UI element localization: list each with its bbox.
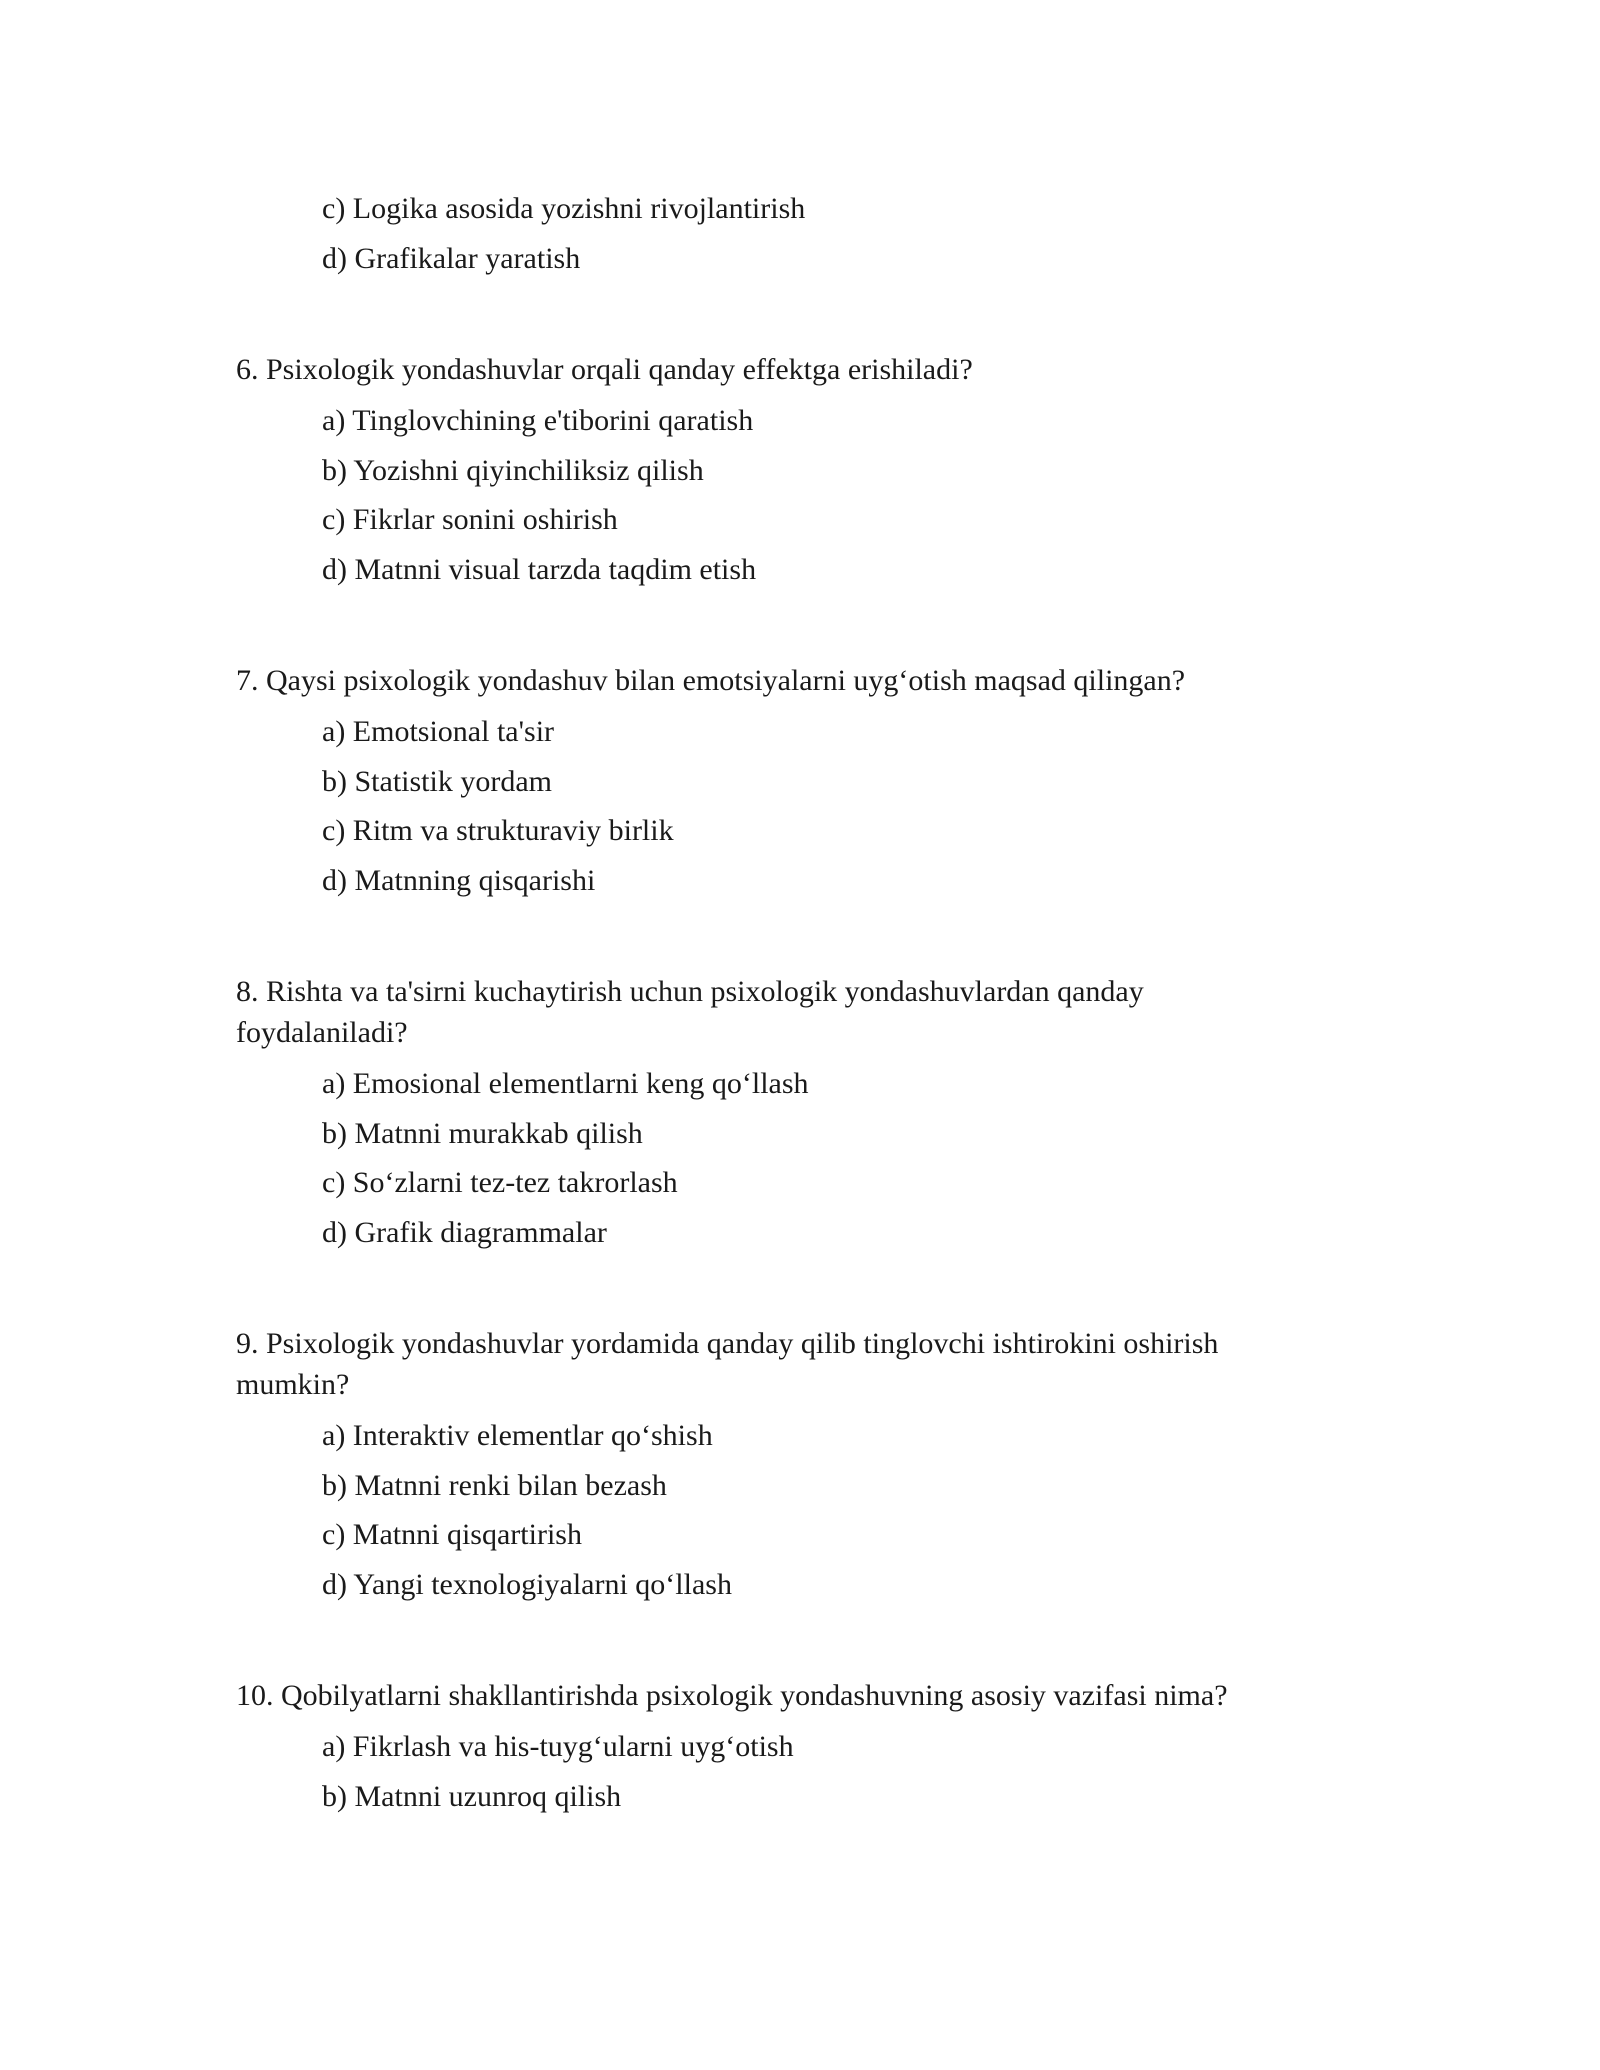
option-item: d) Grafik diagrammalar (322, 1215, 607, 1249)
option-item: d) Yangi texnologiyalarni qo‘llash (322, 1567, 732, 1601)
question-text: 9. Psixologik yondashuvlar yordamida qanday qilib tinglovchi ishtirokini oshirish mumkin? (236, 1327, 1219, 1401)
option-item: c) Logika asosida yozishni rivojlantirish (322, 192, 806, 225)
option-item: d) Matnning qisqarishi (322, 863, 596, 897)
question-text: 10. Qobilyatlarni shakllantirishda psixologik yondashuvning asosiy vazifasi nima? (236, 1679, 1228, 1712)
option-item: d) Matnni visual tarzda taqdim etish (322, 552, 757, 586)
leading-options-list (236, 184, 1320, 283)
option-item: b) Yozishni qiyinchiliksiz qilish (322, 453, 704, 487)
option-item: c) Ritm va strukturaviy birlik (322, 814, 674, 847)
option-item: d) Grafikalar yaratish (322, 241, 581, 275)
option-item: b) Matnni renki bilan bezash (322, 1468, 667, 1502)
question-8 (236, 971, 1320, 1257)
option-item: a) Fikrlash va his-tuyg‘ularni uyg‘otish (322, 1730, 794, 1763)
question-6 (236, 349, 1320, 594)
question-text: 8. Rishta va ta'sirni kuchaytirish uchun psixologik yondashuvlardan qanday foydalaniladi? (236, 975, 1144, 1049)
question-9 (236, 1323, 1320, 1609)
option-item: a) Interaktiv elementlar qo‘shish (322, 1419, 713, 1452)
option-item: a) Tinglovchining e'tiborini qaratish (322, 404, 754, 437)
options-list (236, 1059, 1320, 1257)
question-10 (236, 1675, 1320, 1821)
question-text: 7. Qaysi psixologik yondashuv bilan emotsiyalarni uyg‘otish maqsad qilingan? (236, 664, 1186, 697)
options-list (236, 396, 1320, 594)
option-item: b) Statistik yordam (322, 764, 552, 798)
option-item: a) Emotsional ta'sir (322, 715, 555, 748)
option-item: c) Matnni qisqartirish (322, 1518, 582, 1551)
option-item: a) Emosional elementlarni keng qo‘llash (322, 1067, 809, 1100)
question-text: 6. Psixologik yondashuvlar orqali qanday effektga erishiladi? (236, 353, 973, 386)
option-item: b) Matnni uzunroq qilish (322, 1779, 622, 1813)
option-item: c) So‘zlarni tez-tez takrorlash (322, 1166, 678, 1199)
option-item: b) Matnni murakkab qilish (322, 1116, 643, 1150)
options-list (236, 707, 1320, 905)
question-7 (236, 660, 1320, 905)
options-list (236, 1411, 1320, 1609)
option-item: c) Fikrlar sonini oshirish (322, 503, 618, 536)
options-list (236, 1722, 1320, 1821)
